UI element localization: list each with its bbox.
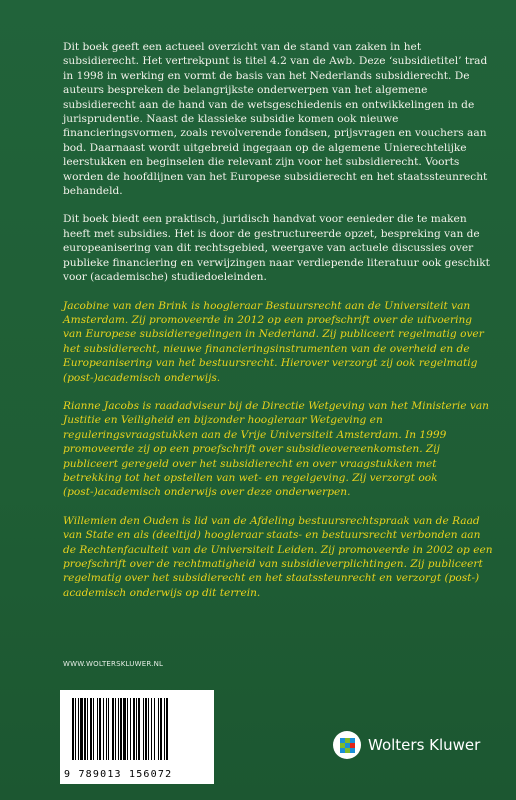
wolters-kluwer-logo-icon xyxy=(332,730,362,760)
blurb-text xyxy=(63,40,493,614)
description-paragraph-2: Dit boek biedt een praktisch, juridisch handvat voor eenieder die te maken heeft met subsidies. Het is door de gestructureerde opzet, bespreking van de europeanisering van dit rechtsgebied, weergave van actuele discussies over publieke financiering en verwijzingen naar verdiepende literatuur ook geschikt voor (academische) studiedoeleinden. xyxy=(63,213,490,284)
isbn-number: 9 789013 156072 xyxy=(64,769,173,780)
publisher-website: WWW.WOLTERSKLUWER.NL xyxy=(63,660,164,668)
author-bio-van-den-brink: Jacobine van den Brink is hoogleraar Bestuursrecht aan de Universiteit van Amsterdam. Zij promoveerde in 2012 op een proefschrift over de uitvoering van Europese subsidieregelingen in Nederland. Zij publiceert regelmatig over het subsidierecht, nieuwe financieringsinstrumenten van de overheid en de Europeanisering van het bestuursrecht. Hierover verzorgt zij ook regelmatig (post-)academisch onderwijs. xyxy=(63,299,484,384)
description-paragraph-1: Dit boek geeft een actueel overzicht van de stand van zaken in het subsidierecht. Het vertrekpunt is titel 4.2 van de Awb. Deze ‘subsidietitel’ trad in 1998 in werking en vormt de basis van het Nederlands subsidierecht. De auteurs bespreken de belangrijkste onderwerpen van het algemene subsidierecht aan de hand van de wetsgeschiedenis en ontwikkelingen in de jurisprudentie. Naast de klassieke subsidie komen ook nieuwe financieringsvormen, zoals revolverende fondsen, prijsvragen en vouchers aan bod. Daarnaast wordt uitgebreid ingegaan op de algemene Unierechtelijke leerstukken en beginselen die relevant zijn voor het subsidierecht. Voorts worden de hoofdlijnen van het Europese subsidierecht en het staatssteunrecht behandeld. xyxy=(63,41,488,198)
isbn-barcode xyxy=(60,690,214,784)
publisher-logo xyxy=(332,729,480,761)
author-bio-jacobs: Rianne Jacobs is raadadviseur bij de Directie Wetgeving van het Ministerie van Justitie en Veiligheid en bijzonder hoogleraar Wetgeving en reguleringsvraagstukken aan de Vrije Universiteit Amsterdam. In 1999 promoveerde zij op een proefschrift over subsidieovereenkomsten. Zij publiceert geregeld over het subsidierecht en over vraagstukken met betrekking tot het opstellen van wet- en regelgeving. Zij verzorgt ook (post-)academisch onderwijs over deze onderwerpen. xyxy=(63,399,489,499)
barcode-icon xyxy=(70,698,204,762)
publisher-name: Wolters Kluwer xyxy=(368,736,481,754)
author-bio-den-ouden: Willemien den Ouden is lid van de Afdeling bestuursrechtspraak van de Raad van State en als (deeltijd) hoogleraar staats- en bestuursrecht verbonden aan de Rechtenfaculteit van de Universiteit Leiden. Zij promoveerde in 2002 op een proefschrift over de rechtmatigheid van subsidieverplichtingen. Zij publiceert regelmatig over het subsidierecht en het staatssteunrecht en verzorgt (post-) academisch onderwijs op dit terrein. xyxy=(63,514,493,599)
